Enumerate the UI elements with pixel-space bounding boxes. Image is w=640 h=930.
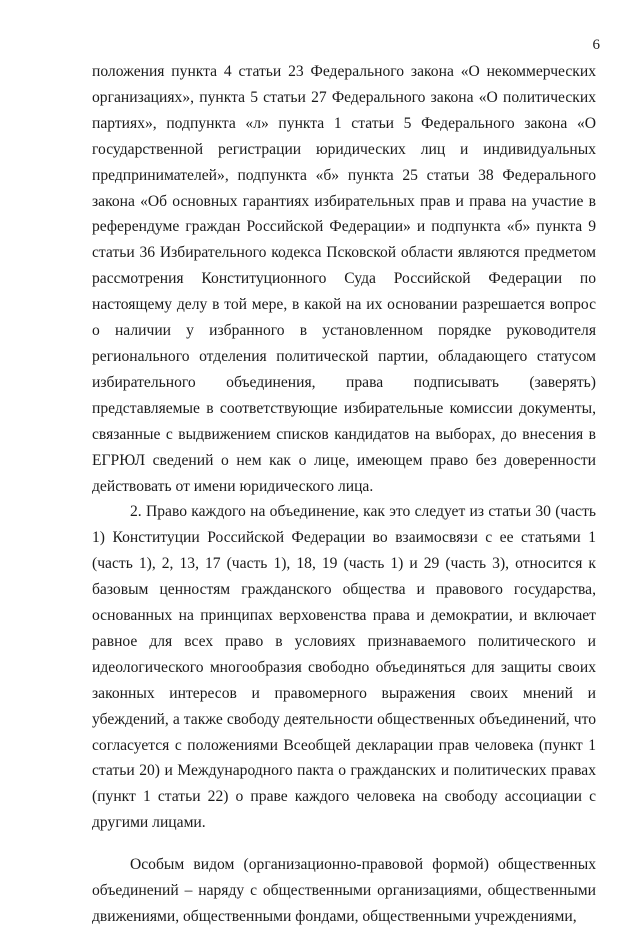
paragraph-continuation: положения пункта 4 статьи 23 Федерального закона «О некоммерческих организациях», пункта 5 статьи 27 Федерального закона «О политических партиях», подпункта «л» пункта 1 статьи 5 Федерального закона «О государственной регистрации юридических лиц и индивидуальных предпринимателей», подпункта «б» пункта 25 статьи 38 Федерального закона «Об основных гарантиях избирательных прав и права на участие в референдуме граждан Российской Федерации» и подпункта «б» пункта 9 статьи 36 Избирательного кодекса Псковской области являются предметом рассмотрения Конституционного Суда Российской Федерации по настоящему делу в той мере, в какой на их основании разрешается вопрос о наличии у избранного в установленном порядке руководителя регионального отделения политической партии, обладающего статусом избирательного объединения, права подписывать (заверять) представляемые в соответствующие избирательные комиссии документы, связанные с выдвижением списков кандидатов на выборах, до внесения в ЕГРЮЛ сведений о нем как о лице, имеющем право без доверенности действовать от имени юридического лица.	[92, 63, 596, 495]
page-number: 6	[592, 37, 600, 53]
document-body	[92, 59, 596, 930]
paragraph-next: Особым видом (организационно-правовой формой) общественных объединений – наряду с общественными организациями, общественными движениями, общественными фондами, общественными учреждениями,	[92, 856, 596, 925]
paragraph-section-2: 2. Право каждого на объединение, как это следует из статьи 30 (часть 1) Конституции Российской Федерации во взаимосвязи с ее статьями 1 (часть 1), 2, 13, 17 (часть 1), 18, 19 (часть 1) и 29 (часть 3), относится к базовым ценностям гражданского общества и правового государства, основанных на принципах верховенства права и демократии, и включает равное для всех право в условиях признаваемого политического и идеологического многообразия свободно объединяться для защиты своих законных интересов и правомерного выражения своих мнений и убеждений, а также свободу деятельности общественных объединений, что согласуется с положениями Всеобщей декларации прав человека (пункт 1 статьи 20) и Международного пакта о гражданских и политических правах (пункт 1 статьи 22) о праве каждого человека на свободу ассоциации с другими лицами.	[92, 503, 596, 832]
